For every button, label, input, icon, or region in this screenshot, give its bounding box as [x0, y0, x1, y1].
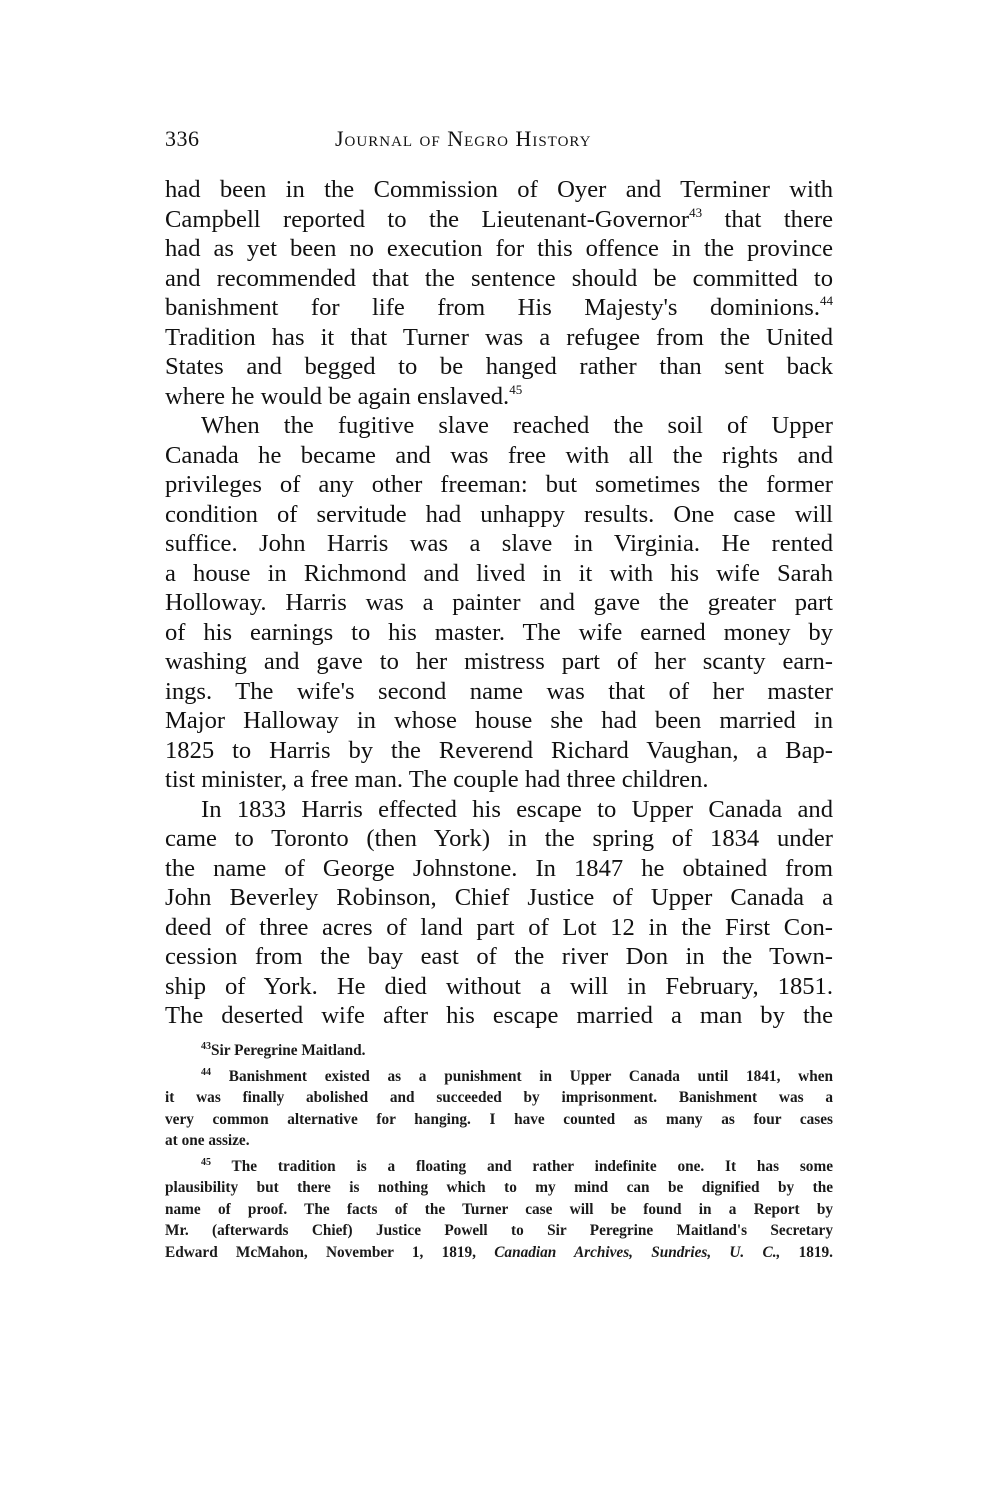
footnote-line: Edward McMahon, November 1, 1819, Canadian Archives, Sundries, U. C., 1819. [165, 1243, 833, 1261]
body-line: In 1833 Harris effected his escape to Upper Canada and [201, 795, 833, 823]
body-line: cession from the bay east of the river Don in the Town- [165, 943, 833, 970]
footnote-line: Mr. (afterwards Chief) Justice Powell to Sir Peregrine Maitland's Secretary [165, 1222, 833, 1239]
body-line: washing and gave to her mistress part of her scanty earn- [165, 648, 833, 675]
footnote-line: at one assize. [165, 1132, 250, 1149]
citation-italic: Canadian Archives, Sundries, U. C., [494, 1243, 781, 1261]
body-line: deed of three acres of land part of Lot 12 in the First Con- [165, 913, 833, 941]
footnote-43: $^{43}$Sir Peregrine Maitland. [201, 1041, 366, 1059]
body-line: the name of George Johnstone. In 1847 he obtained from [165, 854, 833, 882]
footnote-line: very common alternative for hanging. I have counted as many as four cases [165, 1110, 833, 1128]
footnote-number: 44 [201, 1066, 211, 1078]
page-number: 336 [165, 126, 200, 151]
footnote-number: 43 [201, 1041, 211, 1052]
footnote-line: plausibility but there is nothing which to my mind can be dignified by the [165, 1179, 833, 1196]
footnote-44: $^{44}$ Banishment existed as a punishment in Upper Canada until 1841, when [201, 1066, 833, 1085]
body-line: and recommended that the sentence should be committed to [165, 264, 833, 292]
footnote-line: it was finally abolished and succeeded by imprisonment. Banishment was a [165, 1089, 833, 1106]
body-line: Holloway. Harris was a painter and gave the greater part [165, 589, 833, 616]
page-header [165, 126, 833, 156]
body-line: Major Halloway in whose house she had been married in [165, 707, 833, 734]
body-line: had been in the Commission of Oyer and Terminer with [165, 176, 833, 203]
footnotes [165, 1040, 833, 1263]
footnote-ref: 44 [820, 293, 833, 308]
body-line: condition of servitude had unhappy results. One case will [165, 500, 833, 528]
body-line: Canada he became and was free with all the rights and [165, 441, 833, 469]
running-title: Journal of Negro History [335, 126, 592, 151]
footnote-ref: 45 [509, 381, 523, 397]
body-line: Tradition has it that Turner was a refugee from the United [165, 323, 833, 351]
body-line: tist minister, a free man. The couple had three children. [165, 766, 709, 793]
body-line: John Beverley Robinson, Chief Justice of Upper Canada a [165, 884, 833, 911]
body-line: The deserted wife after his escape married a man by the [165, 1002, 833, 1029]
body-text [165, 175, 833, 1031]
body-line: suffice. John Harris was a slave in Virginia. He rented [165, 530, 833, 557]
body-line: banishment for life from His Majesty's dominions.$^{44}$ [165, 293, 833, 321]
body-line: ings. The wife's second name was that of her master [165, 677, 833, 705]
footnote-45: $^{45}$ The tradition is a floating and rather indefinite one. It has some [201, 1156, 833, 1175]
body-line: When the fugitive slave reached the soil of Upper [201, 412, 833, 439]
footnote-number: 45 [201, 1156, 211, 1168]
body-line: where he would be again enslaved.$^{45}$ [165, 381, 523, 410]
footnote-line: name of proof. The facts of the Turner case will be found in a Report by [165, 1200, 833, 1218]
body-line: 1825 to Harris by the Reverend Richard Vaughan, a Bap- [165, 736, 833, 764]
body-line: States and begged to be hanged rather than sent back [165, 353, 833, 380]
footnote-ref: 43 [689, 204, 703, 220]
body-line: came to Toronto (then York) in the spring of 1834 under [165, 825, 833, 852]
body-line: of his earnings to his master. The wife earned money by [165, 618, 833, 646]
body-line: Campbell reported to the Lieutenant-Governor$^{43}$ that there [165, 204, 833, 233]
body-line: had as yet been no execution for this offence in the province [165, 235, 833, 262]
body-line: privileges of any other freeman: but sometimes the former [165, 471, 833, 498]
body-line: a house in Richmond and lived in it with his wife Sarah [165, 559, 833, 587]
body-line: ship of York. He died without a will in February, 1851. [165, 972, 833, 1000]
